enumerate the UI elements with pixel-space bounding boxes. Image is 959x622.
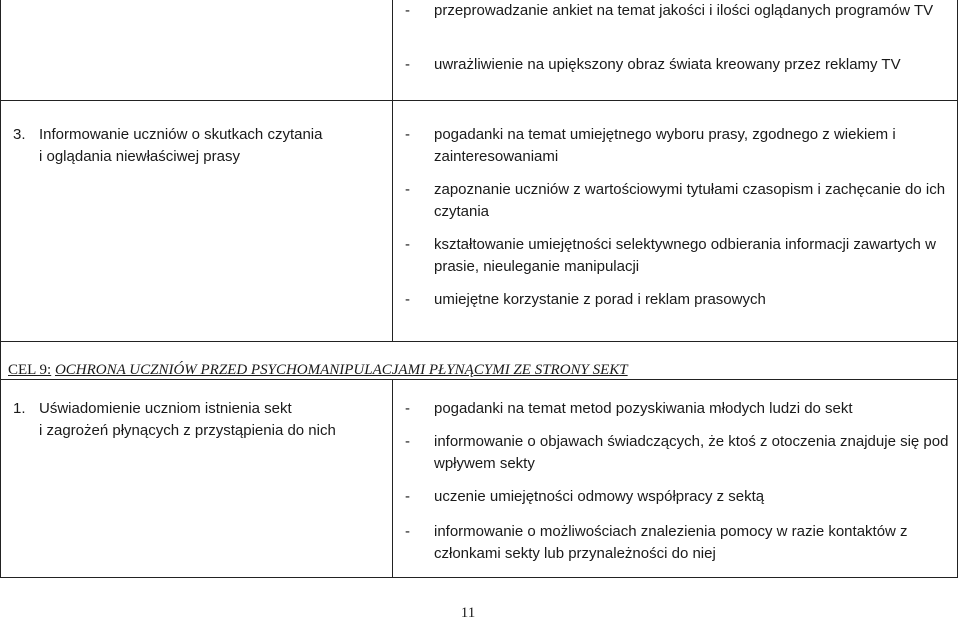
goal-label: CEL 9: [8,362,52,378]
list-item: - informowanie o możliwościach znalezienia pomocy w razie kontaktów z członkami sekty lub przynależności do niej [405,523,908,562]
goal-band [0,342,958,380]
table-row [1,100,957,342]
goal-heading [8,361,628,379]
list-item: - zapoznanie uczniów z wartościowymi tytułami czasopism i zachęcanie do ich czytania [405,181,946,220]
column-divider [392,101,393,342]
table-row [1,0,957,100]
goal-text: OCHRONA UCZNIÓW PRZED PSYCHOMANIPULACJAMI PŁYNĄCYMI ZE STRONY SEKT [54,362,628,378]
page-number: 11 [460,605,476,621]
table-bottom [0,380,958,578]
list-item: - przeprowadzanie ankiet na temat jakości i ilości oglądanych programów TV [405,2,934,19]
column-divider [392,0,393,100]
list-item: - uczenie umiejętności odmowy współpracy z sektą [405,488,765,505]
list-item: - kształtowanie umiejętności selektywnego odbierania informacji zawartych w prasie, nieuleganie manipulacji [405,236,936,275]
list-item: - umiejętne korzystanie z porad i reklam prasowych [405,291,766,308]
list-item: - informowanie o objawach świadczących, że ktoś z otoczenia znajduje się pod wpływem sekty [405,433,949,472]
column-divider [392,380,393,577]
section-title: 1. Uświadomienie uczniom istnienia sekt i zagrożeń płynących z przystąpienia do nich [13,400,336,439]
list-item: - uwrażliwienie na upiększony obraz świata kreowany przez reklamy TV [405,56,901,73]
list-item: - pogadanki na temat metod pozyskiwania młodych ludzi do sekt [405,400,853,417]
section-title: 3. Informowanie uczniów o skutkach czytania i oglądania niewłaściwej prasy [13,126,323,165]
list-item: - pogadanki na temat umiejętnego wyboru prasy, zgodnego z wiekiem i zainteresowaniami [405,126,896,165]
